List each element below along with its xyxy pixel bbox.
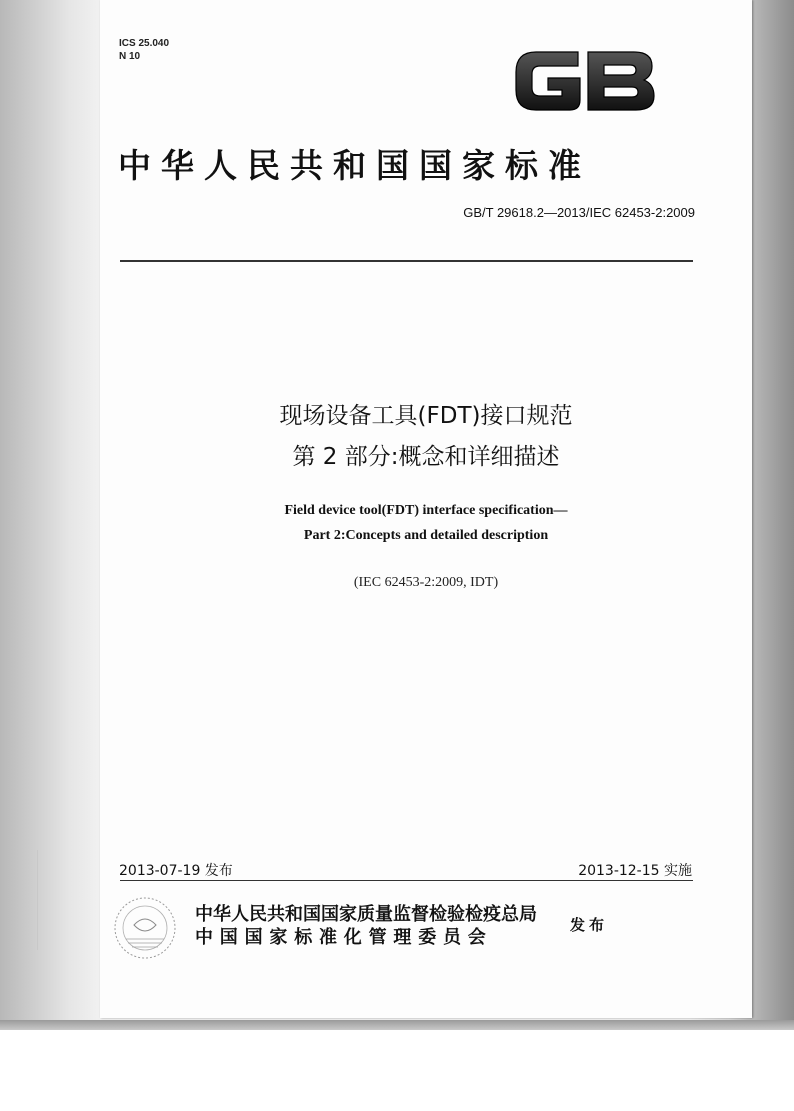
classification-block [119,37,169,63]
title-en-line2: Part 2:Concepts and detailed description [303,528,549,543]
publish-label: 发布 [570,916,609,934]
issuer-sac: 中国国家标准化管理委员会 [195,927,493,948]
footer-rule [120,880,693,881]
scan-bottom-edge [0,1020,794,1030]
issuer-aqsiq: 中华人民共和国国家质量监督检验检疫总局 [195,904,537,925]
equivalence-note: (IEC 62453-2:2009, IDT) [353,575,499,590]
standard-number: GB/T 29618.2—2013/IEC 62453-2:2009 [463,205,695,220]
anti-counterfeit-seal-icon [112,895,178,961]
title-cn-line1: 现场设备工具(FDT)接口规范 [279,403,573,429]
title-cn-line2: 第 2 部分:概念和详细描述 [292,444,560,470]
issuing-authorities [195,903,537,949]
ics-code: ICS 25.040 [119,38,170,49]
issue-date: 2013-07-19 发布 [119,863,233,879]
implementation-date: 2013-12-15 实施 [578,863,692,879]
gb-logo [508,42,662,120]
header-rule [120,260,693,262]
title-en-line1: Field device tool(FDT) interface specification— [284,503,568,518]
standard-name: 中华人民共和国国家标准 [118,146,591,185]
scan-artifact-line [37,850,38,950]
ccs-code: N 10 [119,51,141,62]
